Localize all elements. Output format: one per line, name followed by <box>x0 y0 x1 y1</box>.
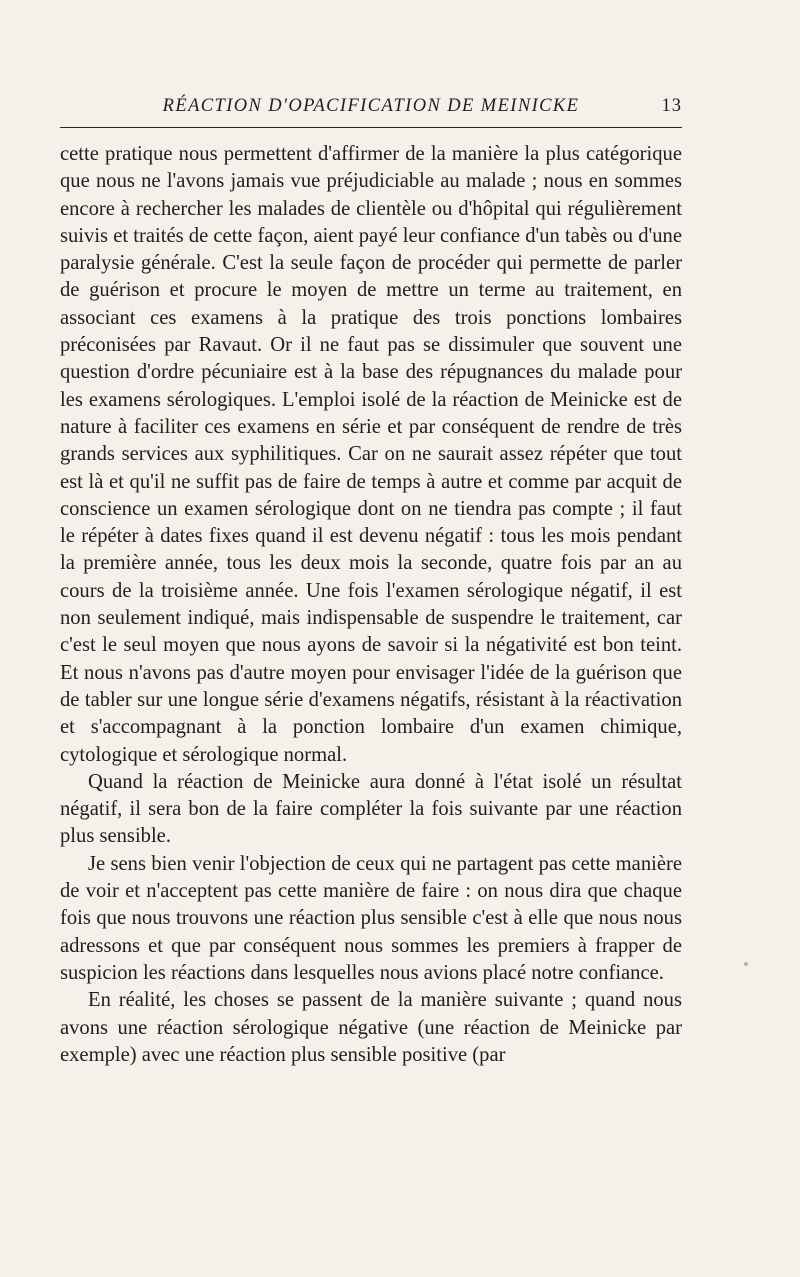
paragraph-meinicke-negative: Quand la réaction de Meinicke aura donné à l'état isolé un résultat négatif, il sera bon de la faire compléter la fois suivante par une réaction plus sensible. <box>60 770 682 848</box>
page-number: 13 <box>661 96 682 116</box>
body-text <box>60 141 682 1069</box>
paper-speck <box>744 962 748 966</box>
paragraph-en-realite: En réalité, les choses se passent de la manière suivante ; quand nous avons une réaction sérologique négative (une réaction de Meinicke par exemple) avec une réaction plus sensible positive (par <box>60 989 682 1066</box>
paragraph-objection: Je sens bien venir l'objection de ceux qui ne partagent pas cette manière de voir et n'acceptent pas cette manière de faire : on nous dira que chaque fois que nous trouvons une réaction plus sensible c'est à elle que nous nous adressons et que par conséquent nous sommes les premiers à frapper de suspicion les réactions dans lesquelles nous avions placé notre confiance. <box>60 852 682 984</box>
running-head <box>60 92 682 120</box>
header-rule <box>60 127 682 128</box>
paragraph-continued: cette pratique nous permettent d'affirmer de la manière la plus catégorique que nous ne l'avons jamais vue préjudiciable au malade ; nous en sommes encore à rechercher les malades de clientèle ou d'hôpital qui régulièrement suivis et traités de cette façon, aient payé leur confiance d'un tabès ou d'une paralysie générale. C'est la seule façon de procéder qui permette de parler de guérison et procure le moyen de mettre un terme au traitement, en associant ces examens à la pratique des trois ponctions lombaires préconisées par Ravaut. Or il ne faut pas se dissimuler que souvent une question d'ordre pécuniaire est à la base des répugnances du malade pour les examens sérologiques. L'emploi isolé de la réaction de Meinicke est de nature à faciliter ces examens en série et par conséquent de rendre de très grands services aux syphilitiques. Car on ne saurait assez répéter que tout est là et qu'il ne suffit pas de faire de temps à autre et comme par acquit de conscience un examen sérologique dont on ne tiendra pas compte ; il faut le répéter à dates fixes quand il est devenu négatif : tous les mois pendant la première année, tous les deux mois la seconde, quatre fois par an au cours de la troisième année. Une fois l'examen sérologique négatif, il est non seulement indiqué, mais indispensable de suspendre le traitement, car c'est le seul moyen que nous ayons de savoir si la négativité est bon teint. Et nous n'avons pas d'autre moyen pour envisager l'idée de la guérison que de tabler sur une longue série d'examens négatifs, résistant à la réactivation et s'accompagnant à la ponction lombaire d'un examen chimique, cytologique et sérologique normal. <box>60 143 682 766</box>
running-title: RÉACTION D'OPACIFICATION DE MEINICKE <box>162 96 580 116</box>
